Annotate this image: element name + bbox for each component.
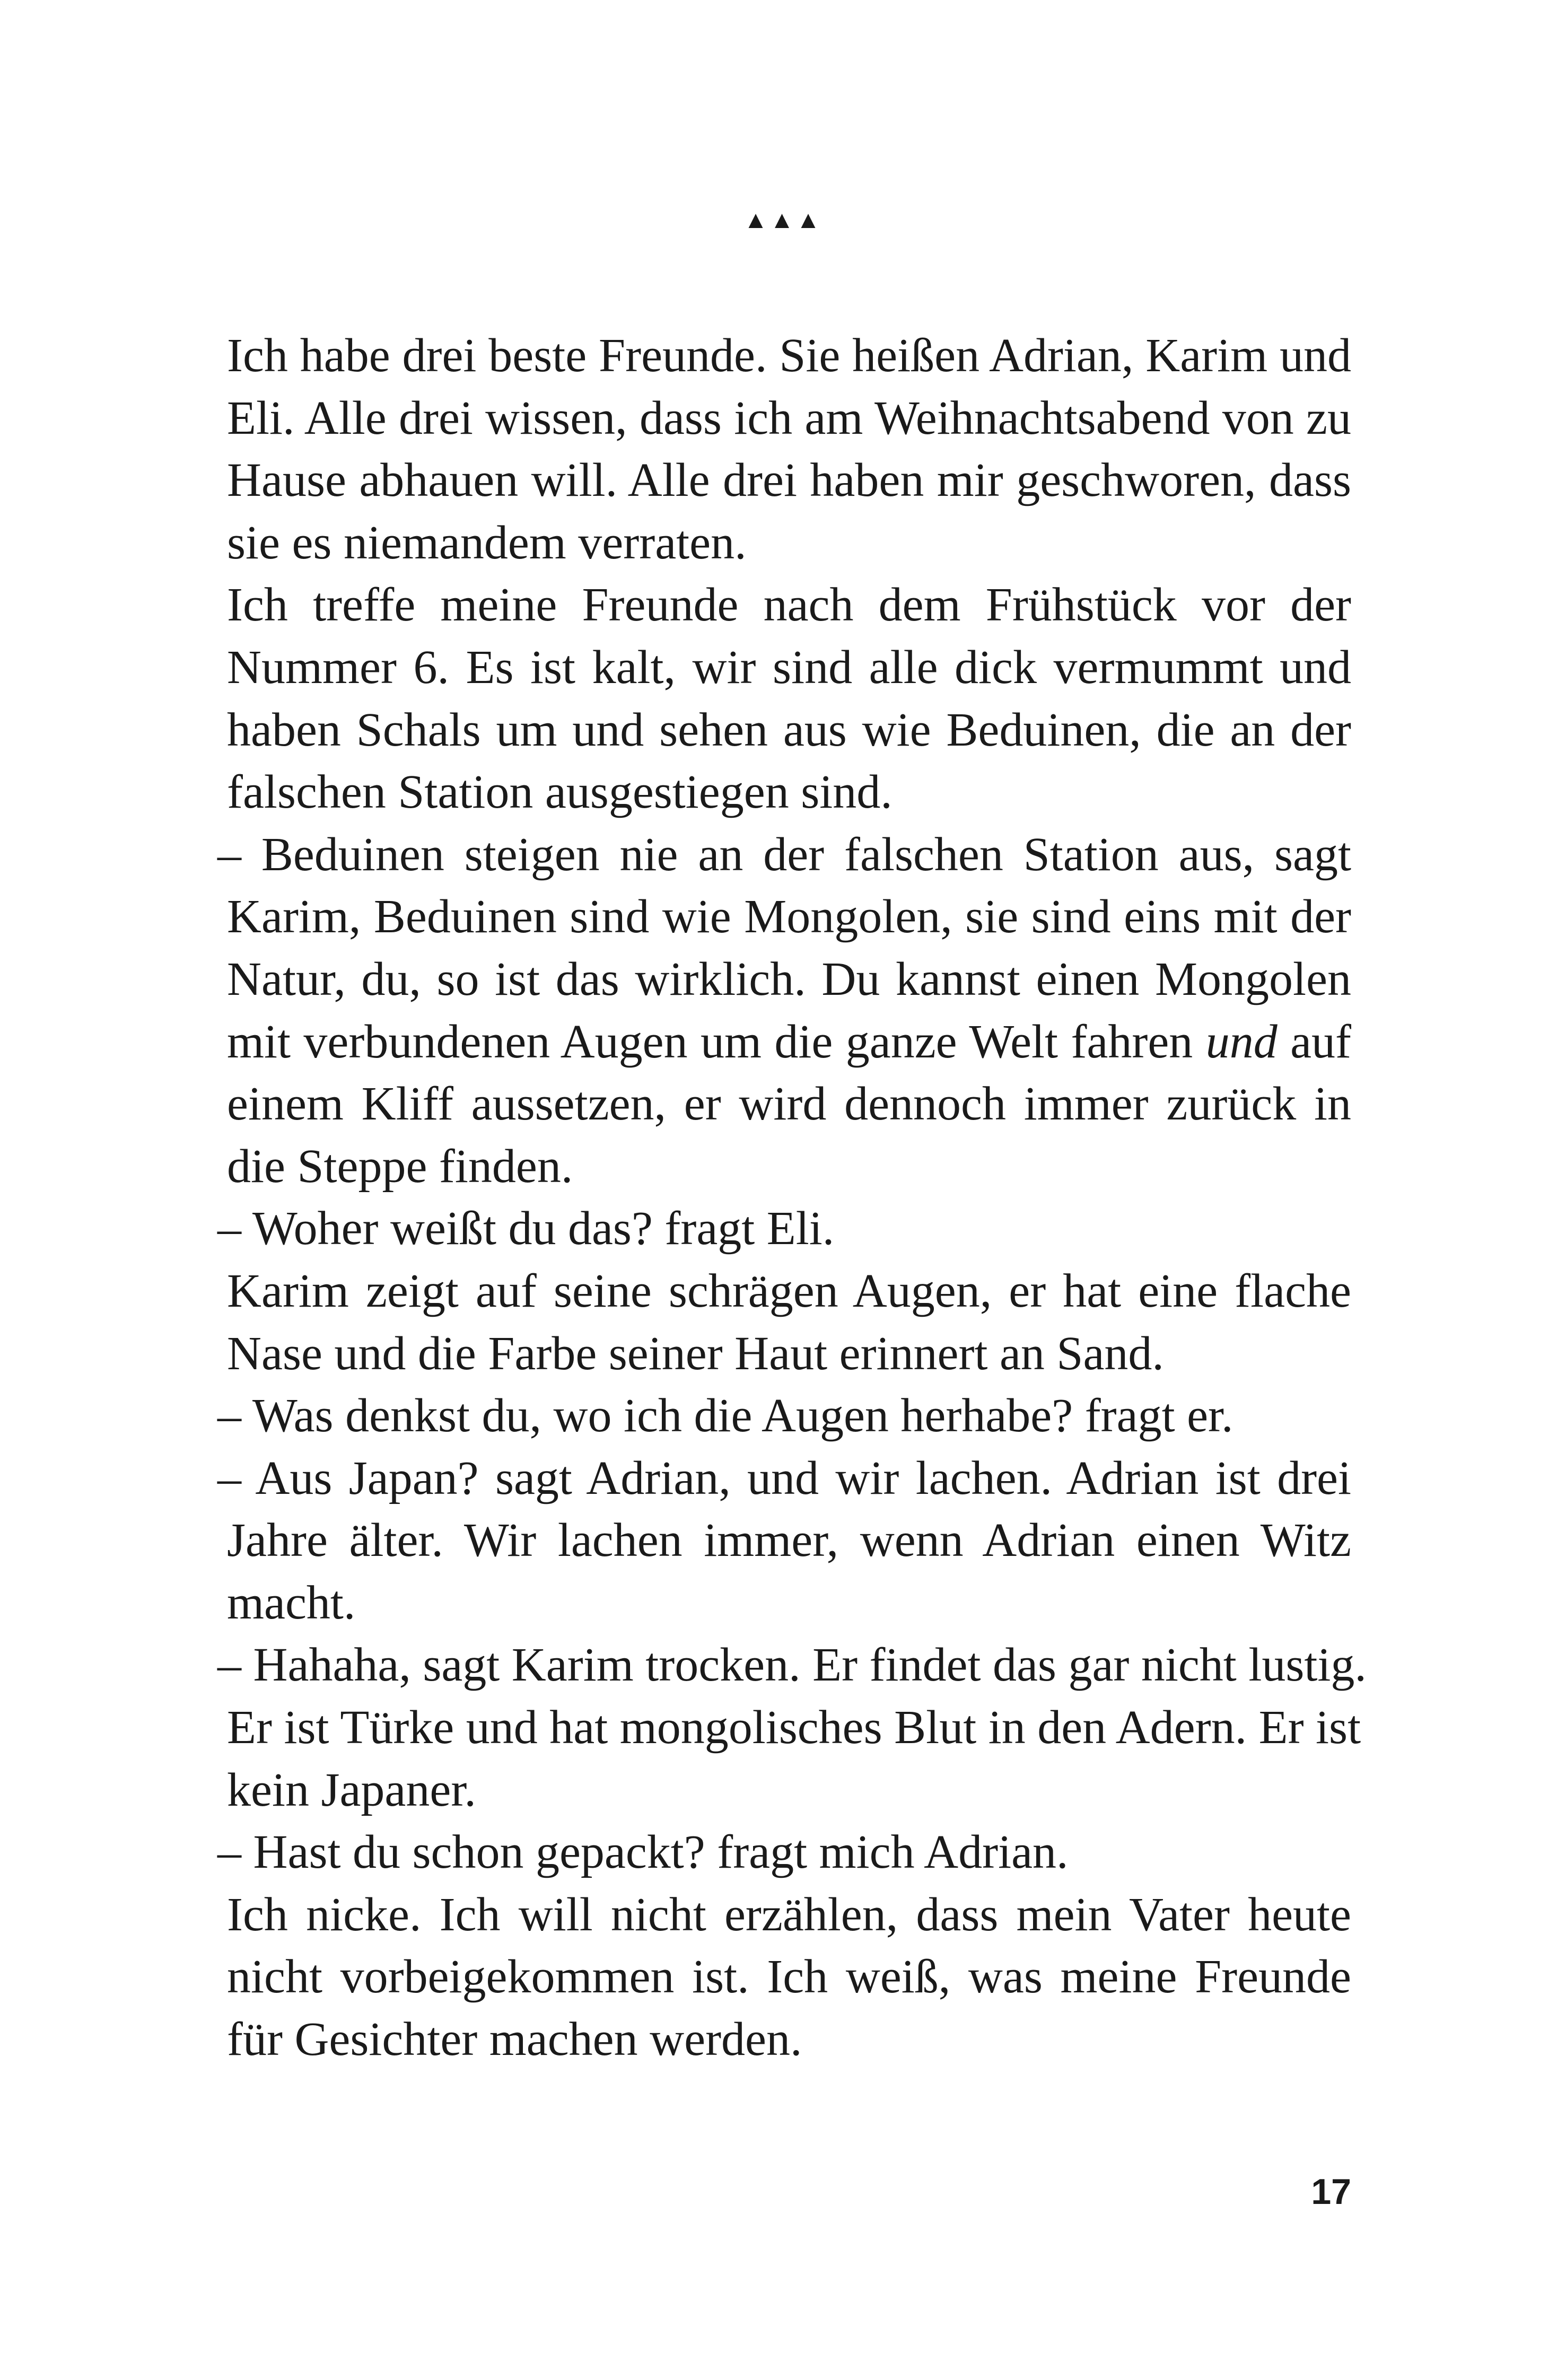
text-line: macht.	[227, 1576, 356, 1629]
text-line: Ich habe drei beste Freunde. Sie heißen Adrian, Karim und	[227, 329, 1351, 382]
text-line: die Steppe finden.	[227, 1140, 573, 1193]
text-segment: mit verbundenen Augen um die ganze Welt fahren	[227, 1015, 1206, 1068]
text-line: – Beduinen steigen nie an der falschen Station aus, sagt	[217, 828, 1351, 881]
text-line: Nummer 6. Es ist kalt, wir sind alle dick vermummt und	[227, 641, 1351, 694]
text-line: – Was denkst du, wo ich die Augen herhabe? fragt er.	[217, 1389, 1233, 1442]
text-line: Natur, du, so ist das wirklich. Du kannst einen Mongolen	[227, 952, 1351, 1005]
text-line: – Aus Japan? sagt Adrian, und wir lachen. Adrian ist drei	[217, 1451, 1351, 1504]
text-line: haben Schals um und sehen aus wie Beduinen, die an der	[227, 703, 1351, 756]
text-line: Ich nicke. Ich will nicht erzählen, dass mein Vater heute	[227, 1888, 1351, 1941]
text-line: – Hahaha, sagt Karim trocken. Er findet das gar nicht lustig.	[217, 1639, 1367, 1692]
text-line: Karim, Beduinen sind wie Mongolen, sie sind eins mit der	[227, 890, 1351, 943]
text-line: Hause abhauen will. Alle drei haben mir geschworen, dass	[227, 454, 1351, 507]
text-line: kein Japaner.	[227, 1763, 476, 1816]
text-segment: auf	[1277, 1015, 1352, 1068]
text-line: Er ist Türke und hat mongolisches Blut in den Adern. Er ist	[227, 1701, 1361, 1754]
text-line: Jahre älter. Wir lachen immer, wenn Adrian einen Witz	[227, 1514, 1351, 1567]
text-line: Nase und die Farbe seiner Haut erinnert an Sand.	[227, 1327, 1164, 1380]
page-number: 17	[1311, 2172, 1351, 2212]
emphasized-word: und	[1205, 1015, 1278, 1068]
text-line: – Woher weißt du das? fragt Eli.	[217, 1202, 835, 1255]
text-line: für Gesichter machen werden.	[227, 2013, 802, 2066]
text-line: – Hast du schon gepackt? fragt mich Adrian.	[217, 1826, 1069, 1879]
text-line: Karim zeigt auf seine schrägen Augen, er hat eine flache	[227, 1264, 1351, 1317]
text-line: Ich treffe meine Freunde nach dem Frühstück vor der	[227, 579, 1351, 632]
section-break-ornament: ▲▲▲	[743, 206, 823, 233]
text-line: falschen Station ausgestiegen sind.	[227, 766, 893, 819]
body-text	[217, 325, 1367, 2071]
text-line	[227, 1011, 1351, 1073]
text-line: nicht vorbeigekommen ist. Ich weiß, was meine Freunde	[227, 1950, 1351, 2003]
text-line: Eli. Alle drei wissen, dass ich am Weihnachtsabend von zu	[227, 391, 1351, 444]
text-line: einem Kliff aussetzen, er wird dennoch immer zurück in	[227, 1078, 1351, 1131]
text-line: sie es niemandem verraten.	[227, 516, 747, 569]
